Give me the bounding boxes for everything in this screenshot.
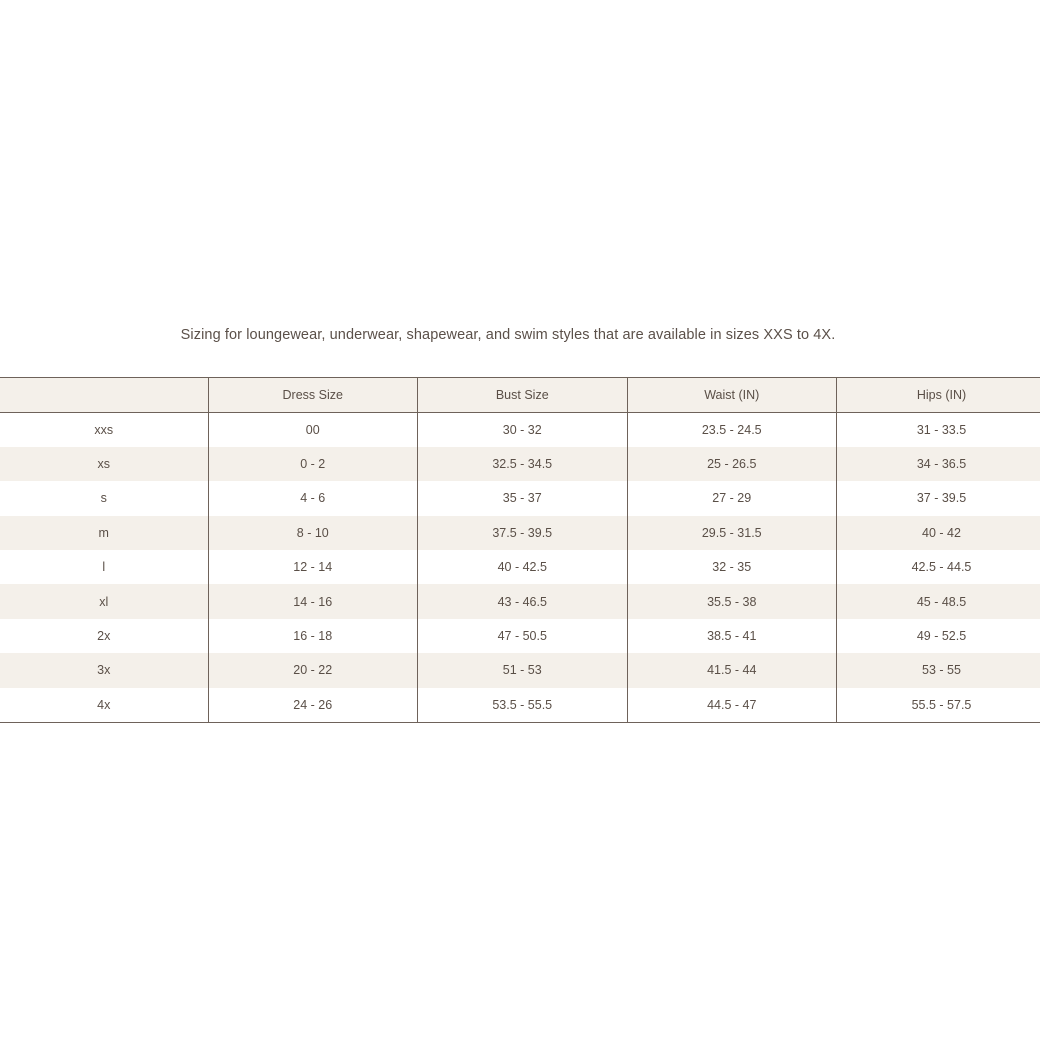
waist-cell: 41.5 - 44: [627, 653, 837, 687]
hips-cell: 45 - 48.5: [837, 584, 1040, 618]
size-label-cell: 4x: [0, 688, 208, 722]
size-chart-table: [0, 377, 1040, 723]
bust-size-cell: 40 - 42.5: [418, 550, 628, 584]
dress-size-cell: 0 - 2: [208, 447, 418, 481]
size-label-cell: xxs: [94, 422, 114, 437]
dress-size-cell: 16 - 18: [208, 619, 418, 653]
header-bust-size: Bust Size: [418, 378, 628, 413]
bust-size-cell: 47 - 50.5: [418, 619, 628, 653]
size-label-cell: xs: [97, 457, 110, 472]
waist-cell: 32 - 35: [627, 550, 837, 584]
hips-cell: 55.5 - 57.5: [837, 688, 1040, 722]
waist-cell: 25 - 26.5: [627, 447, 837, 481]
dress-size-cell: 20 - 22: [208, 653, 418, 687]
dress-size-cell: 12 - 14: [208, 550, 418, 584]
size-label-cell: l: [102, 560, 106, 575]
bust-size-cell: 53.5 - 55.5: [418, 688, 628, 722]
hips-cell: 42.5 - 44.5: [837, 550, 1040, 584]
waist-cell: 35.5 - 38: [627, 584, 837, 618]
dress-size-cell: 8 - 10: [208, 516, 418, 550]
bust-size-cell: 30 - 32: [418, 413, 628, 447]
hips-cell: 34 - 36.5: [837, 447, 1040, 481]
waist-cell: 27 - 29: [627, 481, 837, 515]
waist-cell: 38.5 - 41: [627, 619, 837, 653]
table-row: [0, 516, 1040, 550]
hips-cell: 37 - 39.5: [837, 481, 1040, 515]
size-label-cell: m: [98, 525, 109, 540]
hips-cell: 49 - 52.5: [837, 619, 1040, 653]
header-waist: Waist (IN): [627, 378, 837, 413]
bust-size-cell: 51 - 53: [418, 653, 628, 687]
size-label-cell: s: [100, 491, 107, 506]
bust-size-cell: 43 - 46.5: [418, 584, 628, 618]
dress-size-cell: 14 - 16: [208, 584, 418, 618]
size-label-cell: 3x: [97, 663, 111, 678]
table-row: [0, 584, 1040, 618]
dress-size-cell: 00: [208, 413, 418, 447]
size-label-cell: 2x: [97, 629, 111, 644]
size-chart-body: [0, 413, 1040, 723]
header-hips: Hips (IN): [837, 378, 1040, 413]
size-label-cell: xl: [99, 594, 109, 609]
header-size-label: [0, 378, 208, 413]
table-row: [0, 447, 1040, 481]
bust-size-cell: 35 - 37: [418, 481, 628, 515]
header-row: [0, 378, 1040, 413]
hips-cell: 53 - 55: [837, 653, 1040, 687]
table-row: [0, 481, 1040, 515]
hips-cell: 31 - 33.5: [837, 413, 1040, 447]
waist-cell: 29.5 - 31.5: [627, 516, 837, 550]
table-row: [0, 653, 1040, 687]
bust-size-cell: 37.5 - 39.5: [418, 516, 628, 550]
size-chart-header: [0, 378, 1040, 413]
waist-cell: 23.5 - 24.5: [627, 413, 837, 447]
size-chart-caption: Sizing for loungewear, underwear, shapewear, and swim styles that are available in sizes XXS to 4X.: [180, 326, 836, 343]
dress-size-cell: 24 - 26: [208, 688, 418, 722]
table-row: [0, 688, 1040, 722]
hips-cell: 40 - 42: [837, 516, 1040, 550]
table-row: [0, 619, 1040, 653]
waist-cell: 44.5 - 47: [627, 688, 837, 722]
bust-size-cell: 32.5 - 34.5: [418, 447, 628, 481]
header-dress-size: Dress Size: [208, 378, 418, 413]
table-row: [0, 550, 1040, 584]
table-row: [0, 413, 1040, 447]
dress-size-cell: 4 - 6: [208, 481, 418, 515]
